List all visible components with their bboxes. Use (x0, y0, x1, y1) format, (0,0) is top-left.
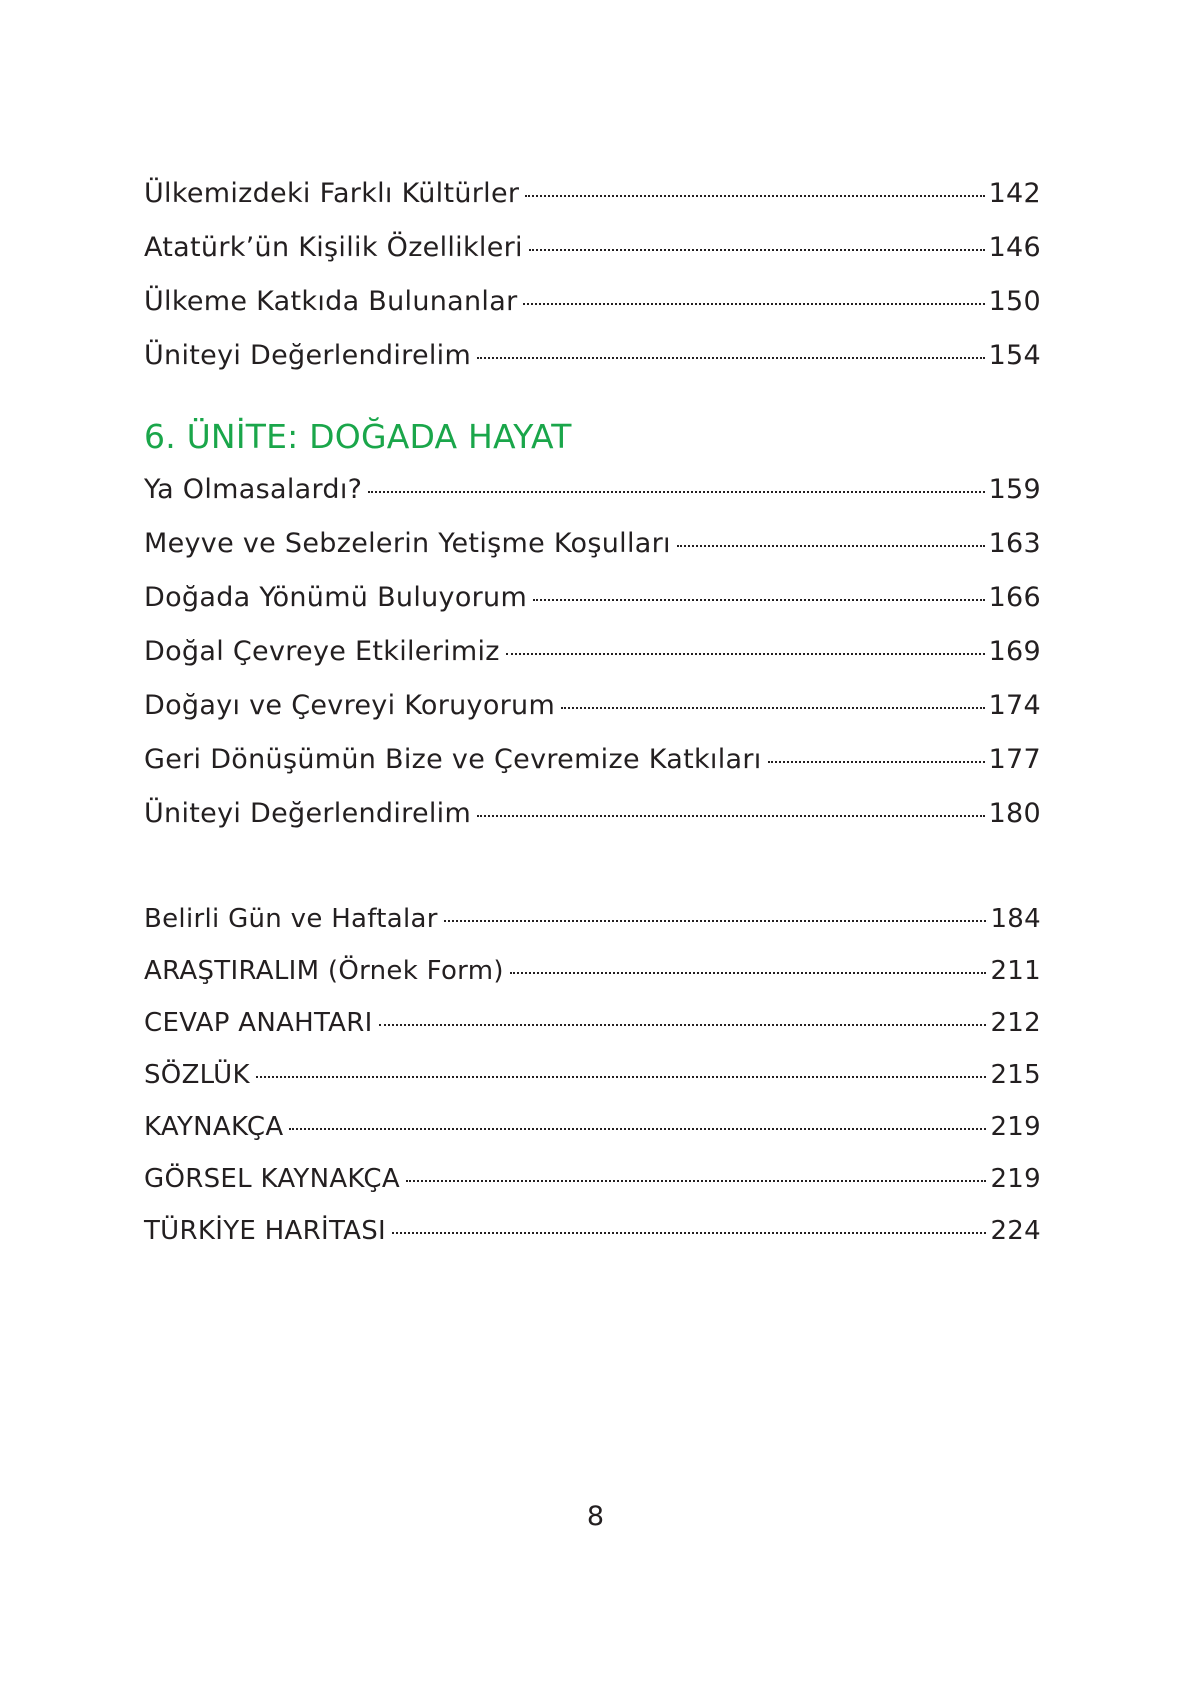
toc-entry[interactable] (144, 1049, 1041, 1101)
toc-entry[interactable] (144, 463, 1041, 517)
toc-entry-page: 211 (990, 956, 1041, 986)
toc-entry[interactable] (144, 167, 1041, 221)
dot-leader (477, 815, 984, 817)
dot-leader (525, 195, 984, 197)
toc-group-unit6 (144, 463, 1041, 841)
toc-entry-title: Ya Olmasalardı? (144, 474, 363, 505)
toc-entry-title: Meyve ve Sebzelerin Yetişme Koşulları (144, 528, 671, 559)
toc-entry-page: 215 (990, 1060, 1041, 1090)
toc-entry-page: 224 (990, 1216, 1041, 1246)
dot-leader (506, 653, 985, 655)
dot-leader (444, 920, 987, 922)
toc-entry-page: 163 (988, 528, 1041, 559)
dot-leader (477, 357, 984, 359)
unit-heading: 6. ÜNİTE: DOĞADA HAYAT (144, 417, 572, 456)
toc-entry[interactable] (144, 329, 1041, 383)
toc-entry-page: 219 (990, 1112, 1041, 1142)
toc-entry-title: Ülkemizdeki Farklı Kültürler (144, 178, 520, 209)
toc-entry-title: Atatürk’ün Kişilik Özellikleri (144, 232, 523, 263)
toc-entry[interactable] (144, 945, 1041, 997)
toc-entry-title: Üniteyi Değerlendirelim (144, 340, 472, 371)
dot-leader (533, 599, 984, 601)
dot-leader (379, 1024, 987, 1026)
toc-entry-title: TÜRKİYE HARİTASI (144, 1216, 386, 1246)
toc-entry-page: 150 (988, 286, 1041, 317)
toc-entry[interactable] (144, 275, 1041, 329)
dot-leader (510, 972, 987, 974)
dot-leader (529, 249, 985, 251)
toc-entry-page: 154 (988, 340, 1041, 371)
dot-leader (368, 491, 984, 493)
toc-entry-title: GÖRSEL KAYNAKÇA (144, 1164, 400, 1194)
toc-entry-title: Geri Dönüşümün Bize ve Çevremize Katkıları (144, 744, 762, 775)
toc-group-unit5-end (144, 167, 1041, 383)
toc-entry-page: 166 (988, 582, 1041, 613)
toc-entry-page: 142 (988, 178, 1041, 209)
toc-entry-title: ARAŞTIRALIM (Örnek Form) (144, 956, 504, 986)
toc-entry[interactable] (144, 787, 1041, 841)
toc-entry[interactable] (144, 1205, 1041, 1257)
toc-entry[interactable] (144, 1153, 1041, 1205)
dot-leader (392, 1232, 987, 1234)
page-number: 8 (586, 1501, 605, 1532)
dot-leader (256, 1076, 987, 1078)
toc-entry[interactable] (144, 571, 1041, 625)
toc-entry-page: 177 (988, 744, 1041, 775)
toc-entry[interactable] (144, 893, 1041, 945)
toc-entry-page: 180 (988, 798, 1041, 829)
dot-leader (768, 761, 985, 763)
toc-entry[interactable] (144, 517, 1041, 571)
toc-entry-title: Doğayı ve Çevreyi Koruyorum (144, 690, 556, 721)
toc-entry-title: Doğada Yönümü Buluyorum (144, 582, 528, 613)
toc-entry-title: Belirli Gün ve Haftalar (144, 904, 438, 934)
toc-entry-page: 169 (988, 636, 1041, 667)
dot-leader (289, 1128, 986, 1130)
toc-entry-page: 212 (990, 1008, 1041, 1038)
toc-entry-title: CEVAP ANAHTARI (144, 1008, 373, 1038)
toc-entry-title: Doğal Çevreye Etkilerimiz (144, 636, 500, 667)
toc-entry-page: 174 (988, 690, 1041, 721)
toc-entry[interactable] (144, 625, 1041, 679)
dot-leader (561, 707, 985, 709)
toc-entry-page: 146 (988, 232, 1041, 263)
toc-entry-page: 219 (990, 1164, 1041, 1194)
toc-entry[interactable] (144, 221, 1041, 275)
toc-entry[interactable] (144, 997, 1041, 1049)
toc-entry-page: 184 (990, 904, 1041, 934)
toc-group-appendix (144, 893, 1041, 1257)
toc-entry-page: 159 (988, 474, 1041, 505)
table-of-contents (144, 167, 1041, 1257)
toc-entry-title: KAYNAKÇA (144, 1112, 284, 1142)
toc-entry-title: Üniteyi Değerlendirelim (144, 798, 472, 829)
dot-leader (677, 545, 985, 547)
toc-entry[interactable] (144, 1101, 1041, 1153)
toc-entry-title: Ülkeme Katkıda Bulunanlar (144, 286, 518, 317)
toc-entry-title: SÖZLÜK (144, 1060, 250, 1090)
dot-leader (406, 1180, 987, 1182)
toc-entry[interactable] (144, 733, 1041, 787)
toc-entry[interactable] (144, 679, 1041, 733)
dot-leader (523, 303, 984, 305)
